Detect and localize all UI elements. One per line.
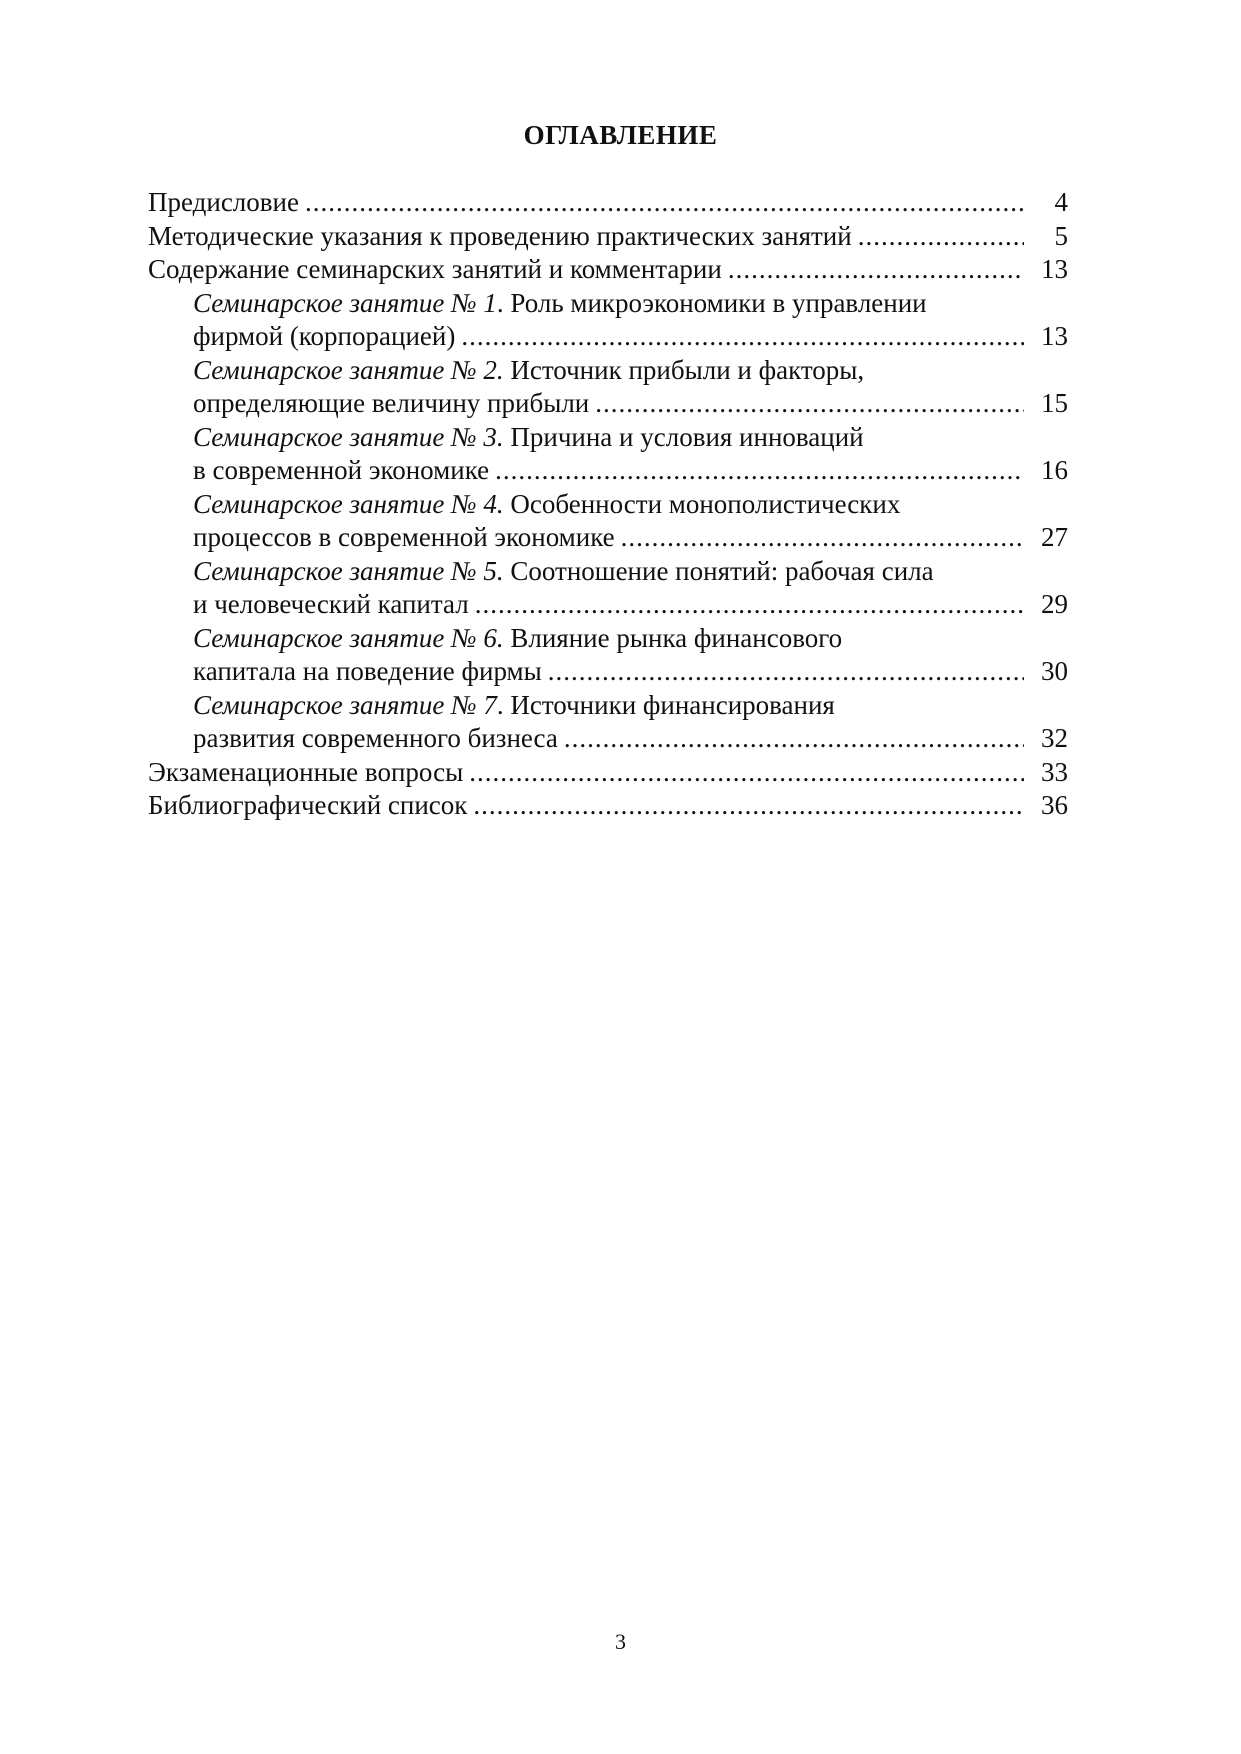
toc-entry-text: Предисловие [148, 187, 299, 217]
toc-page-number: 13 [1041, 254, 1068, 284]
toc-seminar-5-title [148, 555, 1068, 589]
toc-entry-bibliography [148, 789, 1068, 823]
dot-leader [858, 220, 1024, 254]
seminar-title-line: развития современного бизнеса [193, 723, 558, 753]
toc-entry-text: Содержание семинарских занятий и комментарии [148, 254, 722, 284]
toc-seminar-7-title [148, 689, 1068, 723]
dot-leader [495, 454, 1024, 488]
seminar-title-line: Источник прибыли и факторы, [503, 354, 865, 385]
toc-page-number: 16 [1041, 455, 1068, 485]
dot-leader [461, 320, 1024, 354]
seminar-title-line: в современной экономике [193, 455, 490, 485]
dot-leader [548, 655, 1024, 689]
toc-page-number: 5 [1054, 220, 1068, 251]
seminar-title-line: процессов в современной экономике [193, 522, 615, 552]
toc-entry-text: Экзаменационные вопросы [148, 756, 464, 787]
dot-leader [475, 588, 1024, 622]
toc-seminar-1-continuation [148, 320, 1068, 354]
seminar-title-line: капитала на поведение фирмы [193, 656, 542, 686]
toc-seminar-2-continuation [148, 387, 1068, 421]
seminar-label: Семинарское занятие № 2. [193, 354, 504, 385]
dot-leader [621, 521, 1024, 555]
toc-seminar-4-title [148, 488, 1068, 522]
toc-seminar-4-continuation [148, 521, 1068, 555]
toc-seminar-3-title [148, 421, 1068, 455]
seminar-label: Семинарское занятие № 3. [193, 421, 504, 452]
toc-seminar-2-title [148, 354, 1068, 388]
toc-page-number: 15 [1041, 388, 1068, 418]
toc-page-number: 32 [1041, 723, 1068, 753]
seminar-title-line: Особенности монополистических [503, 488, 901, 519]
seminar-title-line: фирмой (корпорацией) [193, 321, 456, 351]
toc-entry-seminar-contents [148, 253, 1068, 287]
toc-page-number: 27 [1041, 522, 1068, 552]
seminar-label: Семинарское занятие № 1 [193, 287, 497, 318]
toc-page-number: 36 [1041, 790, 1068, 820]
seminar-label: Семинарское занятие № 7 [193, 689, 497, 720]
toc-page-number: 29 [1041, 589, 1068, 619]
toc-entry-text: Библиографический список [148, 790, 468, 820]
toc-seminar-5-continuation [148, 588, 1068, 622]
dot-leader [473, 789, 1024, 823]
seminar-label: Семинарское занятие № 6. [193, 622, 504, 653]
toc-page-number: 4 [1054, 187, 1068, 217]
toc-entry-methodical-guidelines [148, 220, 1068, 254]
table-of-contents [148, 186, 1068, 823]
toc-seminar-7-continuation [148, 722, 1068, 756]
toc-seminar-1-title [148, 287, 1068, 321]
dot-leader [595, 387, 1024, 421]
toc-entry-preface [148, 186, 1068, 220]
page-number: 3 [615, 1629, 626, 1654]
seminar-title-line: определяющие величину прибыли [193, 388, 590, 418]
seminar-title-line: . Источники финансирования [496, 689, 835, 720]
seminar-title-line: Соотношение понятий: рабочая сила [503, 555, 934, 586]
seminar-label: Семинарское занятие № 5. [193, 555, 504, 586]
seminar-title-line: Причина и условия инноваций [503, 421, 864, 452]
dot-leader [469, 756, 1024, 790]
seminar-title-line: Влияние рынка финансового [503, 622, 843, 653]
dot-leader [728, 253, 1024, 287]
toc-seminar-3-continuation [148, 454, 1068, 488]
seminar-label: Семинарское занятие № 4. [193, 488, 504, 519]
dot-leader [564, 722, 1024, 756]
toc-seminar-6-title [148, 622, 1068, 656]
seminar-title-line: . Роль микроэкономики в управлении [496, 287, 927, 318]
toc-page-number: 30 [1041, 656, 1068, 686]
toc-page-number: 33 [1041, 756, 1068, 787]
toc-page-number: 13 [1041, 321, 1068, 351]
toc-seminar-6-continuation [148, 655, 1068, 689]
toc-entry-text: Методические указания к проведению практических занятий [148, 220, 852, 251]
toc-entry-exam-questions [148, 756, 1068, 790]
toc-heading: ОГЛАВЛЕНИЕ [523, 120, 718, 150]
seminar-title-line: и человеческий капитал [193, 589, 469, 619]
dot-leader [305, 186, 1024, 220]
